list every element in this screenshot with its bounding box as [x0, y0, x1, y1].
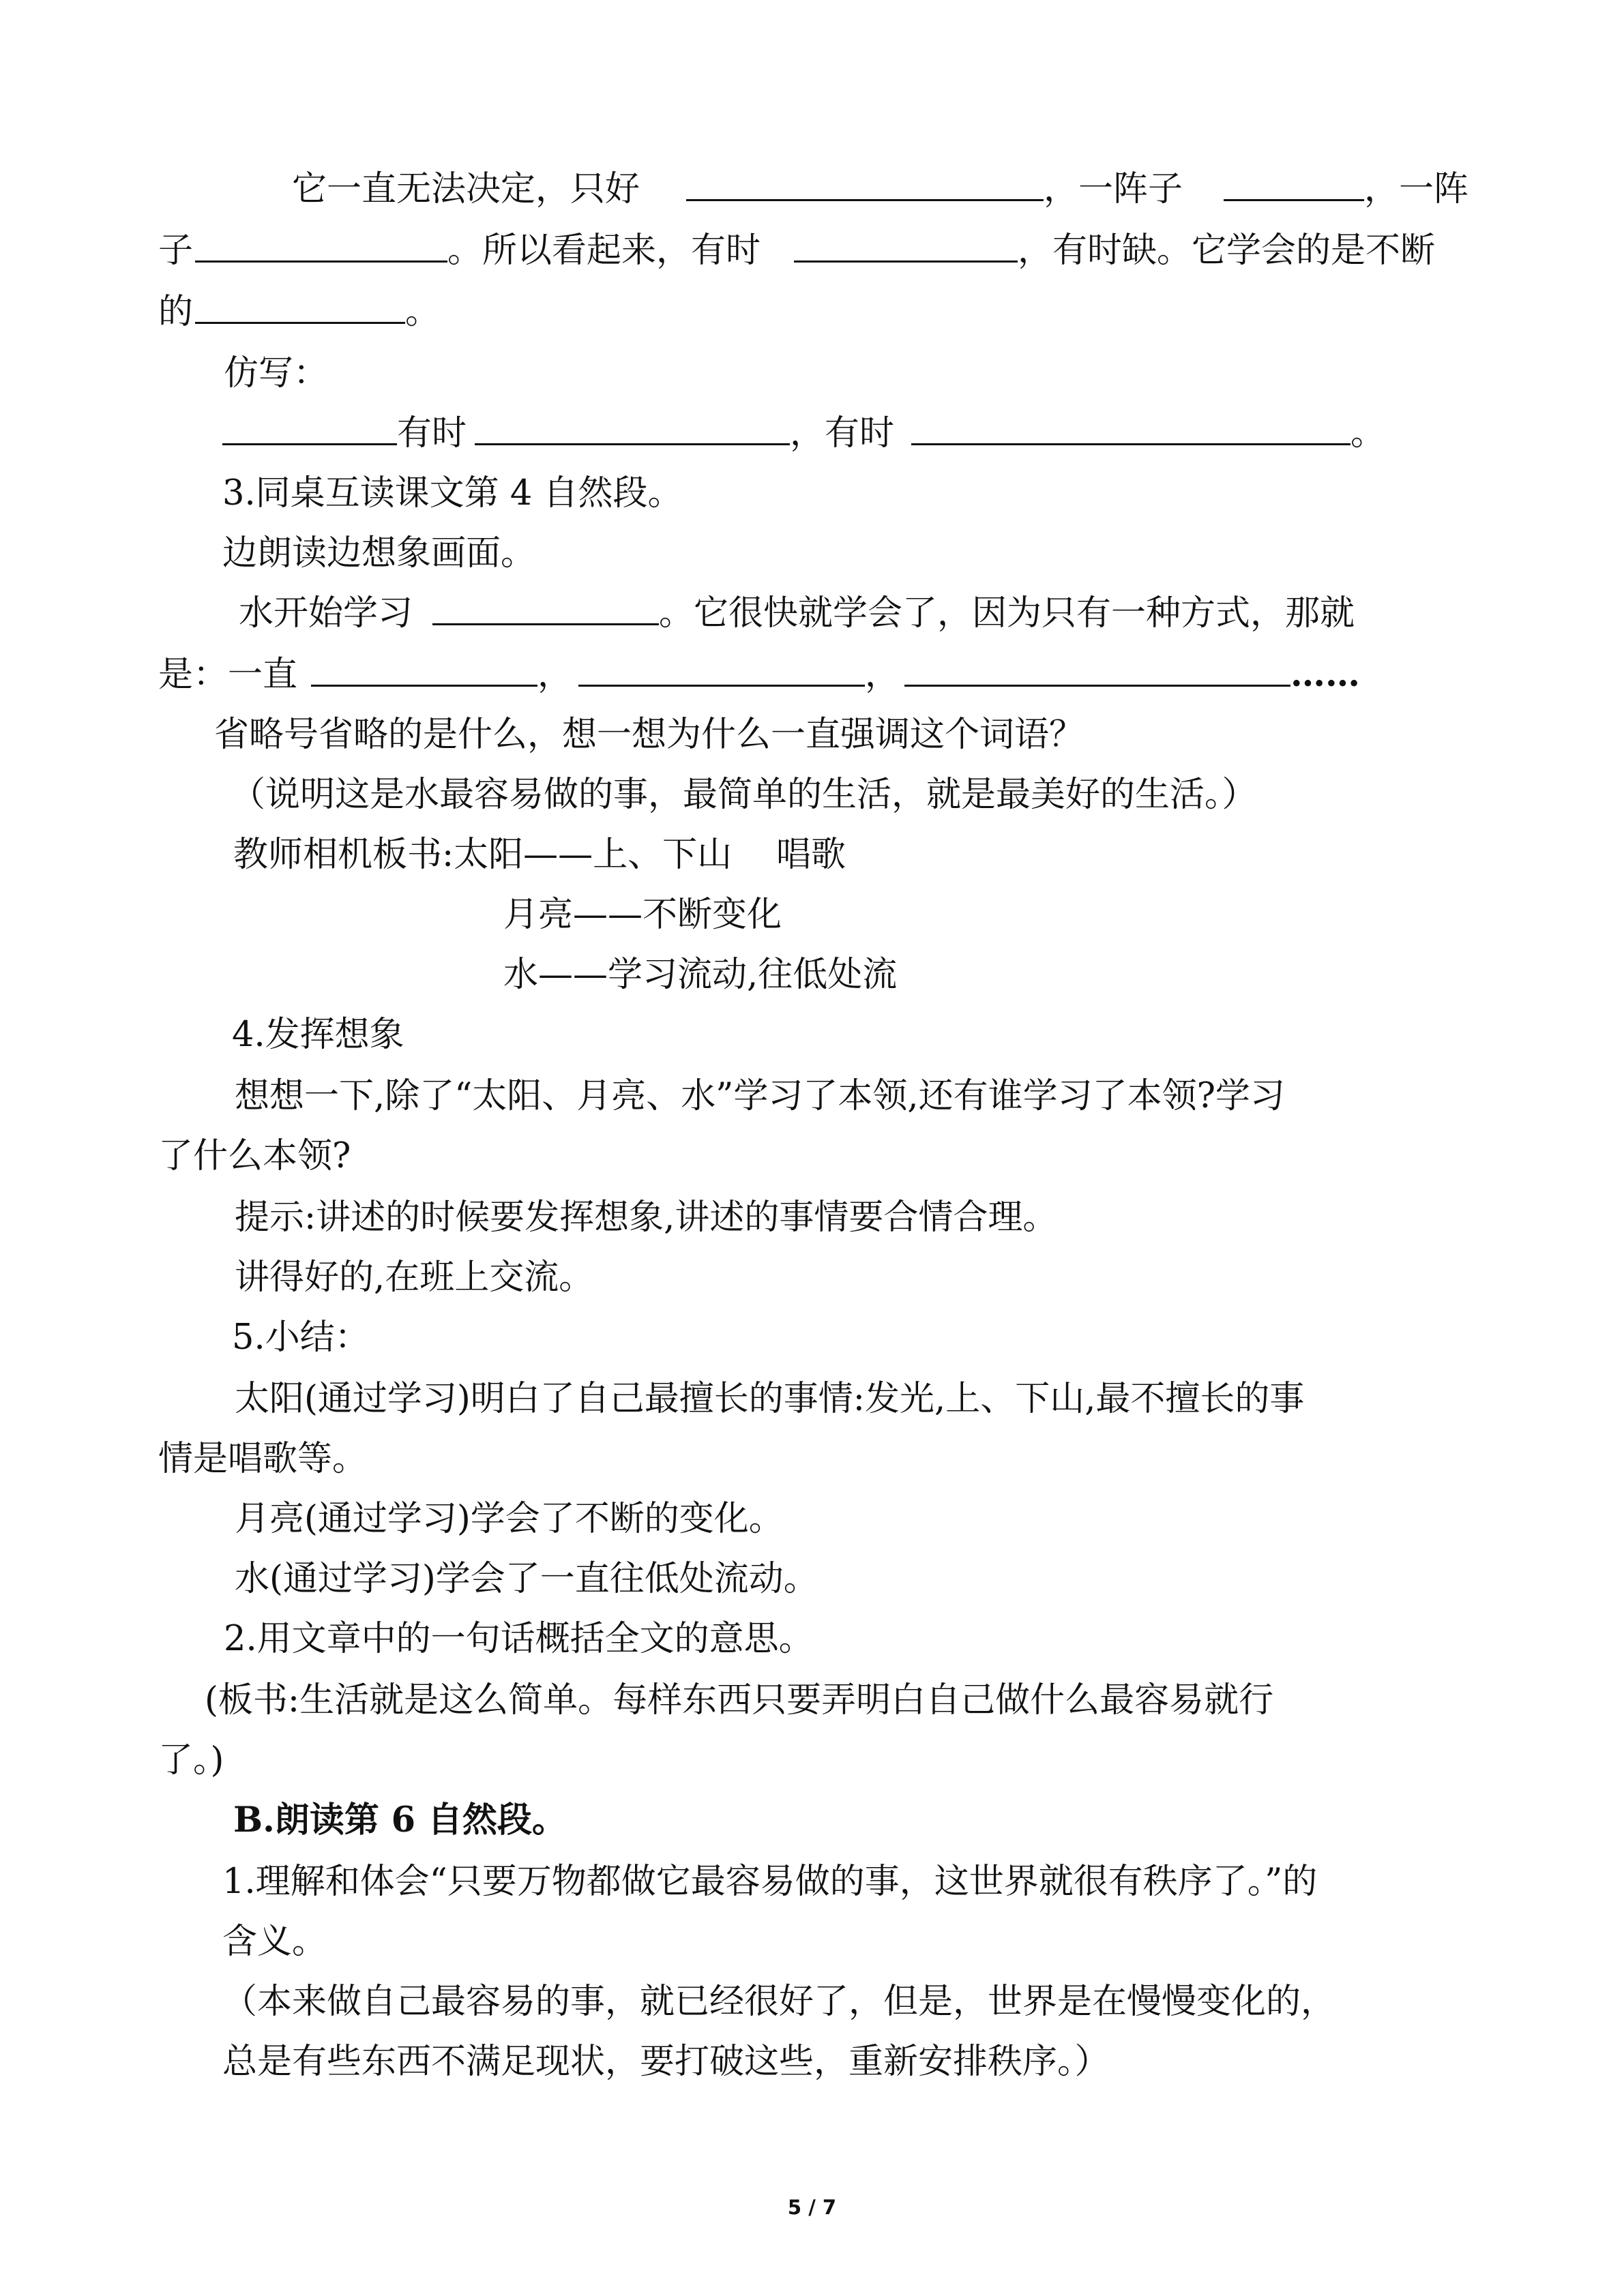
- page-number: 5 / 7: [787, 2196, 837, 2219]
- text-segment: 它一直无法决定，只好: [292, 169, 640, 209]
- step5-title: 5.小结：: [232, 1317, 370, 1358]
- step4-paragraph-cont: 了什么本领?: [158, 1136, 351, 1176]
- step2-title: 2.用文章中的一句话概括全文的意思。: [224, 1619, 814, 1659]
- partB-answer-cont: 总是有些东西不满足现状，要打破这些，重新安排秩序。）: [222, 2042, 1110, 2082]
- step3-title: 3.同桌互读课文第 4 自然段。: [222, 473, 683, 513]
- step4-hint: 提示:讲述的时候要发挥想象,讲述的事情要合情合理。: [235, 1197, 1058, 1238]
- board-line-2: 月亮——不断变化: [503, 895, 782, 935]
- fill-blank: [311, 657, 537, 687]
- partB-title: B.朗读第 6 自然段。: [233, 1800, 567, 1840]
- text-segment: ，: [865, 655, 900, 695]
- step3-sub: 边朗读边想象画面。: [222, 533, 536, 573]
- fill-blank: [911, 416, 1350, 445]
- text-segment: ，一阵子: [1044, 169, 1183, 209]
- fill-blank: [222, 416, 397, 445]
- step3-question: 省略号省略的是什么，想一想为什么一直强调这个词语？: [214, 715, 1084, 755]
- text-segment: 。它很快就学会了，因为只有一种方式，那就: [659, 593, 1355, 633]
- text-segment: 。: [1350, 413, 1386, 453]
- fill-blank: [686, 172, 1044, 201]
- partB-question-cont: 含义。: [222, 1922, 327, 1962]
- ellipsis: ……: [1290, 654, 1360, 695]
- board-line-1: 教师相机板书:太阳——上、下山 唱歌: [233, 835, 846, 875]
- text-segment: 。: [405, 292, 441, 332]
- text-segment: 。所以看起来，有时: [447, 230, 761, 271]
- partB-answer: （本来做自己最容易的事，就已经很好了，但是，世界是在慢慢变化的，: [222, 1982, 1336, 2022]
- summary-water: 水(通过学习)学会了一直往低处流动。: [235, 1559, 818, 1599]
- fill-blank: [794, 233, 1018, 263]
- summary-moon: 月亮(通过学习)学会了不断的变化。: [235, 1499, 784, 1539]
- fill-blank: [195, 295, 405, 324]
- summary-sun-cont: 情是唱歌等。: [158, 1439, 368, 1479]
- fill-blank: [904, 657, 1290, 687]
- step4-share: 讲得好的,在班上交流。: [235, 1257, 594, 1298]
- step3-answer: （说明这是水最容易做的事，最简单的生活，就是最美好的生活。）: [231, 775, 1257, 815]
- text-segment: 是：一直: [158, 655, 298, 695]
- text-segment: 水开始学习: [239, 593, 413, 633]
- step2-board-cont: 了。): [158, 1740, 224, 1780]
- text-segment: 的: [158, 292, 194, 332]
- step4-title: 4.发挥想象: [232, 1015, 404, 1055]
- imitate-label: 仿写：: [224, 353, 329, 393]
- text-segment: ，: [537, 655, 573, 695]
- board-line-3: 水——学习流动,往低处流: [503, 955, 898, 995]
- text-segment: 有时: [397, 413, 467, 453]
- step4-paragraph: 想想一下,除了“太阳、月亮、水”学习了本领,还有谁学习了本领?学习: [235, 1076, 1285, 1116]
- fill-blank: [475, 416, 790, 445]
- step2-board: (板书:生活就是这么简单。每样东西只要弄明白自己做什么最容易就行: [205, 1680, 1274, 1720]
- partB-question: 1.理解和体会“只要万物都做它最容易做的事，这世界就很有秩序了。”的: [222, 1862, 1318, 1902]
- fill-blank: [1224, 172, 1364, 201]
- text-segment: ，一阵: [1364, 169, 1469, 209]
- text-segment: ，有时: [790, 413, 895, 453]
- summary-sun: 太阳(通过学习)明白了自己最擅长的事情:发光,上、下山,最不擅长的事: [235, 1379, 1305, 1419]
- text-segment: 子: [158, 230, 194, 271]
- text-segment: ，有时缺。它学会的是不断: [1018, 230, 1436, 271]
- fill-blank: [578, 657, 865, 687]
- fill-blank: [432, 596, 659, 625]
- fill-blank: [195, 233, 447, 263]
